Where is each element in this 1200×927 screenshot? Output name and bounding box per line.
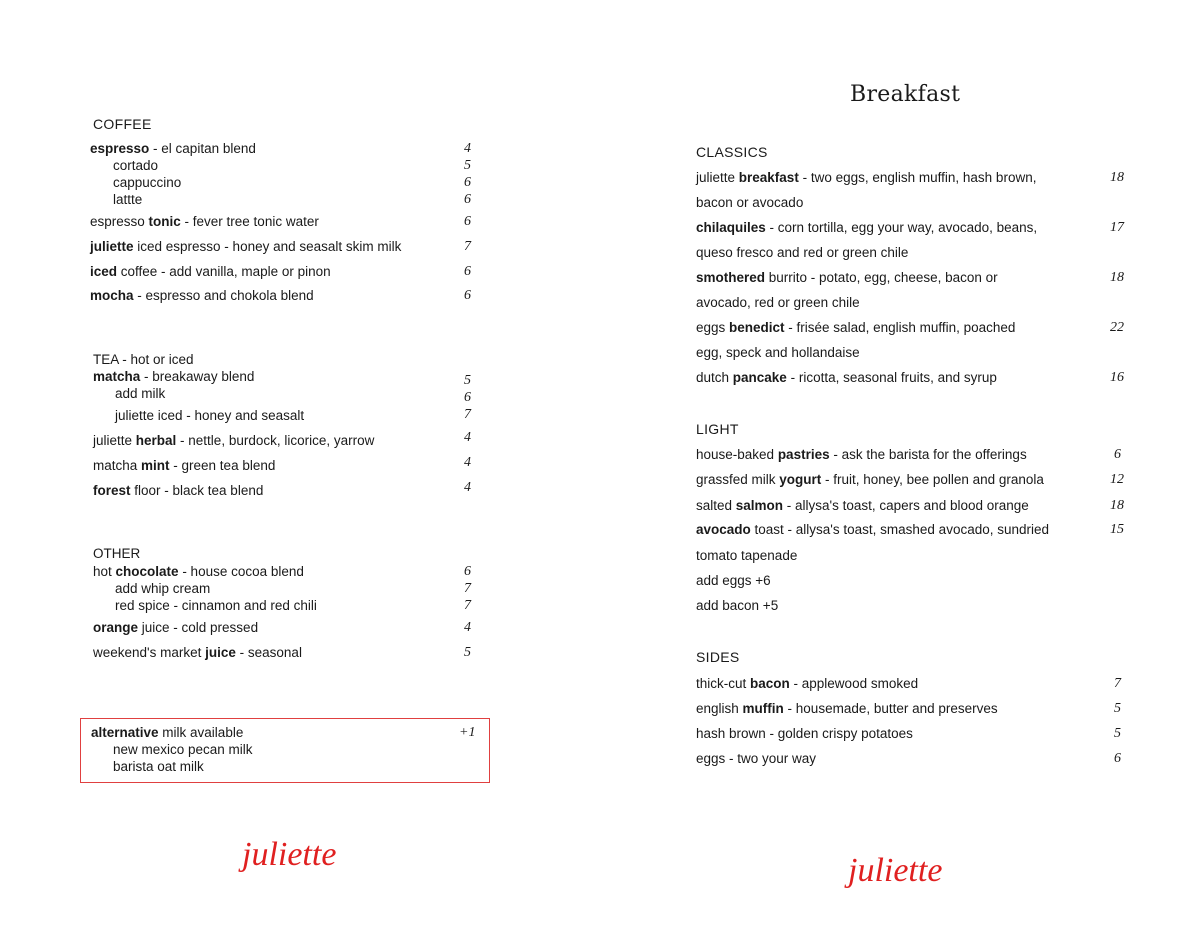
menu-item-matcha-mint: matcha mint - green tea blend <box>93 458 276 473</box>
price-english-muffin: 5 <box>1114 701 1121 716</box>
menu-item-mocha: mocha - espresso and chokola blend <box>90 288 314 303</box>
page-title: Breakfast <box>850 82 961 107</box>
price-market-juice: 5 <box>464 645 471 660</box>
menu-item-espresso: espresso - el capitan blend <box>90 141 256 156</box>
price-juliette-herbal: 4 <box>464 430 471 445</box>
light-section-title: LIGHT <box>696 421 739 437</box>
menu-item-cortado: cortado <box>113 158 159 173</box>
menu-item-latte: lattte <box>113 192 143 207</box>
price-add-milk: 6 <box>464 390 471 405</box>
menu-item-hot-chocolate: hot chocolate - house cocoa blend <box>93 564 304 579</box>
price-juliette-breakfast: 18 <box>1110 170 1124 185</box>
price-mocha: 6 <box>464 288 471 303</box>
menu-item-cappuccino: cappuccino <box>113 175 182 190</box>
sides-section-title: SIDES <box>696 649 740 665</box>
price-cortado: 5 <box>464 158 471 173</box>
menu-item-continuation: queso fresco and red or green chile <box>696 245 909 260</box>
menu-item-salted-salmon: salted salmon - allysa's toast, capers and blood orange <box>696 498 1029 513</box>
brand-logo: juliette <box>848 852 943 889</box>
price-pastries: 6 <box>1114 447 1121 462</box>
menu-item-continuation: egg, speck and hollandaise <box>696 345 860 360</box>
addon-bacon: add bacon +5 <box>696 598 779 613</box>
price-juliette-iced: 7 <box>464 407 471 422</box>
alt-milk-option: new mexico pecan milk <box>113 742 253 757</box>
price-matcha: 5 <box>464 373 471 388</box>
menu-item-hash-brown: hash brown - golden crispy potatoes <box>696 726 913 741</box>
menu-item-continuation: avocado, red or green chile <box>696 295 860 310</box>
price-latte: 6 <box>464 192 471 207</box>
menu-item-bacon: thick-cut bacon - applewood smoked <box>696 676 919 691</box>
menu-item-juliette-iced: juliette iced - honey and seasalt <box>115 408 305 423</box>
menu-item-espresso-tonic: espresso tonic - fever tree tonic water <box>90 214 319 229</box>
menu-item-continuation: bacon or avocado <box>696 195 804 210</box>
addon-eggs: add eggs +6 <box>696 573 771 588</box>
menu-item-chilaquiles: chilaquiles - corn tortilla, egg your way, avocado, beans, <box>696 220 1038 235</box>
menu-item-juliette-iced-espresso: juliette iced espresso - honey and seasalt skim milk <box>90 239 402 254</box>
menu-item-forest-floor: forest floor - black tea blend <box>93 483 264 498</box>
price-espresso-tonic: 6 <box>464 214 471 229</box>
menu-item-continuation: tomato tapenade <box>696 548 798 563</box>
menu-item-market-juice: weekend's market juice - seasonal <box>93 645 302 660</box>
menu-item-yogurt: grassfed milk yogurt - fruit, honey, bee pollen and granola <box>696 472 1044 487</box>
price-yogurt: 12 <box>1110 472 1124 487</box>
price-hash-brown: 5 <box>1114 726 1121 741</box>
menu-item-dutch-pancake: dutch pancake - ricotta, seasonal fruits, and syrup <box>696 370 997 385</box>
menu-item-orange-juice: orange juice - cold pressed <box>93 620 259 635</box>
alternative-milk-title: alternative milk available <box>91 725 244 740</box>
menu-item-matcha: matcha - breakaway blend <box>93 369 255 384</box>
menu-item-iced-coffee: iced coffee - add vanilla, maple or pinon <box>90 264 331 279</box>
price-smothered-burrito: 18 <box>1110 270 1124 285</box>
alt-milk-option: barista oat milk <box>113 759 204 774</box>
price-hot-chocolate: 6 <box>464 564 471 579</box>
price-dutch-pancake: 16 <box>1110 370 1124 385</box>
price-juliette-iced-espresso: 7 <box>464 239 471 254</box>
menu-item-smothered-burrito: smothered burrito - potato, egg, cheese, bacon or <box>696 270 998 285</box>
brand-logo: juliette <box>242 836 337 873</box>
price-orange-juice: 4 <box>464 620 471 635</box>
menu-item-english-muffin: english muffin - housemade, butter and preserves <box>696 701 998 716</box>
menu-item-add-milk: add milk <box>115 386 166 401</box>
classics-section-title: CLASSICS <box>696 144 768 160</box>
price-eggs-benedict: 22 <box>1110 320 1124 335</box>
menu-item-red-spice: red spice - cinnamon and red chili <box>115 598 317 613</box>
menu-item-eggs: eggs - two your way <box>696 751 817 766</box>
price-chilaquiles: 17 <box>1110 220 1124 235</box>
price-eggs: 6 <box>1114 751 1121 766</box>
price-salted-salmon: 18 <box>1110 498 1124 513</box>
menu-item-avocado-toast: avocado toast - allysa's toast, smashed avocado, sundried <box>696 522 1050 537</box>
coffee-section-title: COFFEE <box>93 116 152 132</box>
menu-item-juliette-breakfast: juliette breakfast - two eggs, english muffin, hash brown, <box>696 170 1037 185</box>
menu-item-juliette-herbal: juliette herbal - nettle, burdock, licorice, yarrow <box>93 433 375 448</box>
price-red-spice: 7 <box>464 598 471 613</box>
price-avocado-toast: 15 <box>1110 522 1124 537</box>
menu-item-add-whip-cream: add whip cream <box>115 581 211 596</box>
price-bacon: 7 <box>1114 676 1121 691</box>
price-forest-floor: 4 <box>464 480 471 495</box>
price-matcha-mint: 4 <box>464 455 471 470</box>
other-section-title: OTHER <box>93 546 141 561</box>
menu-item-eggs-benedict: eggs benedict - frisée salad, english muffin, poached <box>696 320 1016 335</box>
price-espresso: 4 <box>464 141 471 156</box>
price-cappuccino: 6 <box>464 175 471 190</box>
menu-item-pastries: house-baked pastries - ask the barista for the offerings <box>696 447 1027 462</box>
price-iced-coffee: 6 <box>464 264 471 279</box>
price-add-whip-cream: 7 <box>464 581 471 596</box>
price-alternative-milk: +1 <box>459 725 476 740</box>
tea-section-title: TEA - hot or iced <box>93 352 194 367</box>
